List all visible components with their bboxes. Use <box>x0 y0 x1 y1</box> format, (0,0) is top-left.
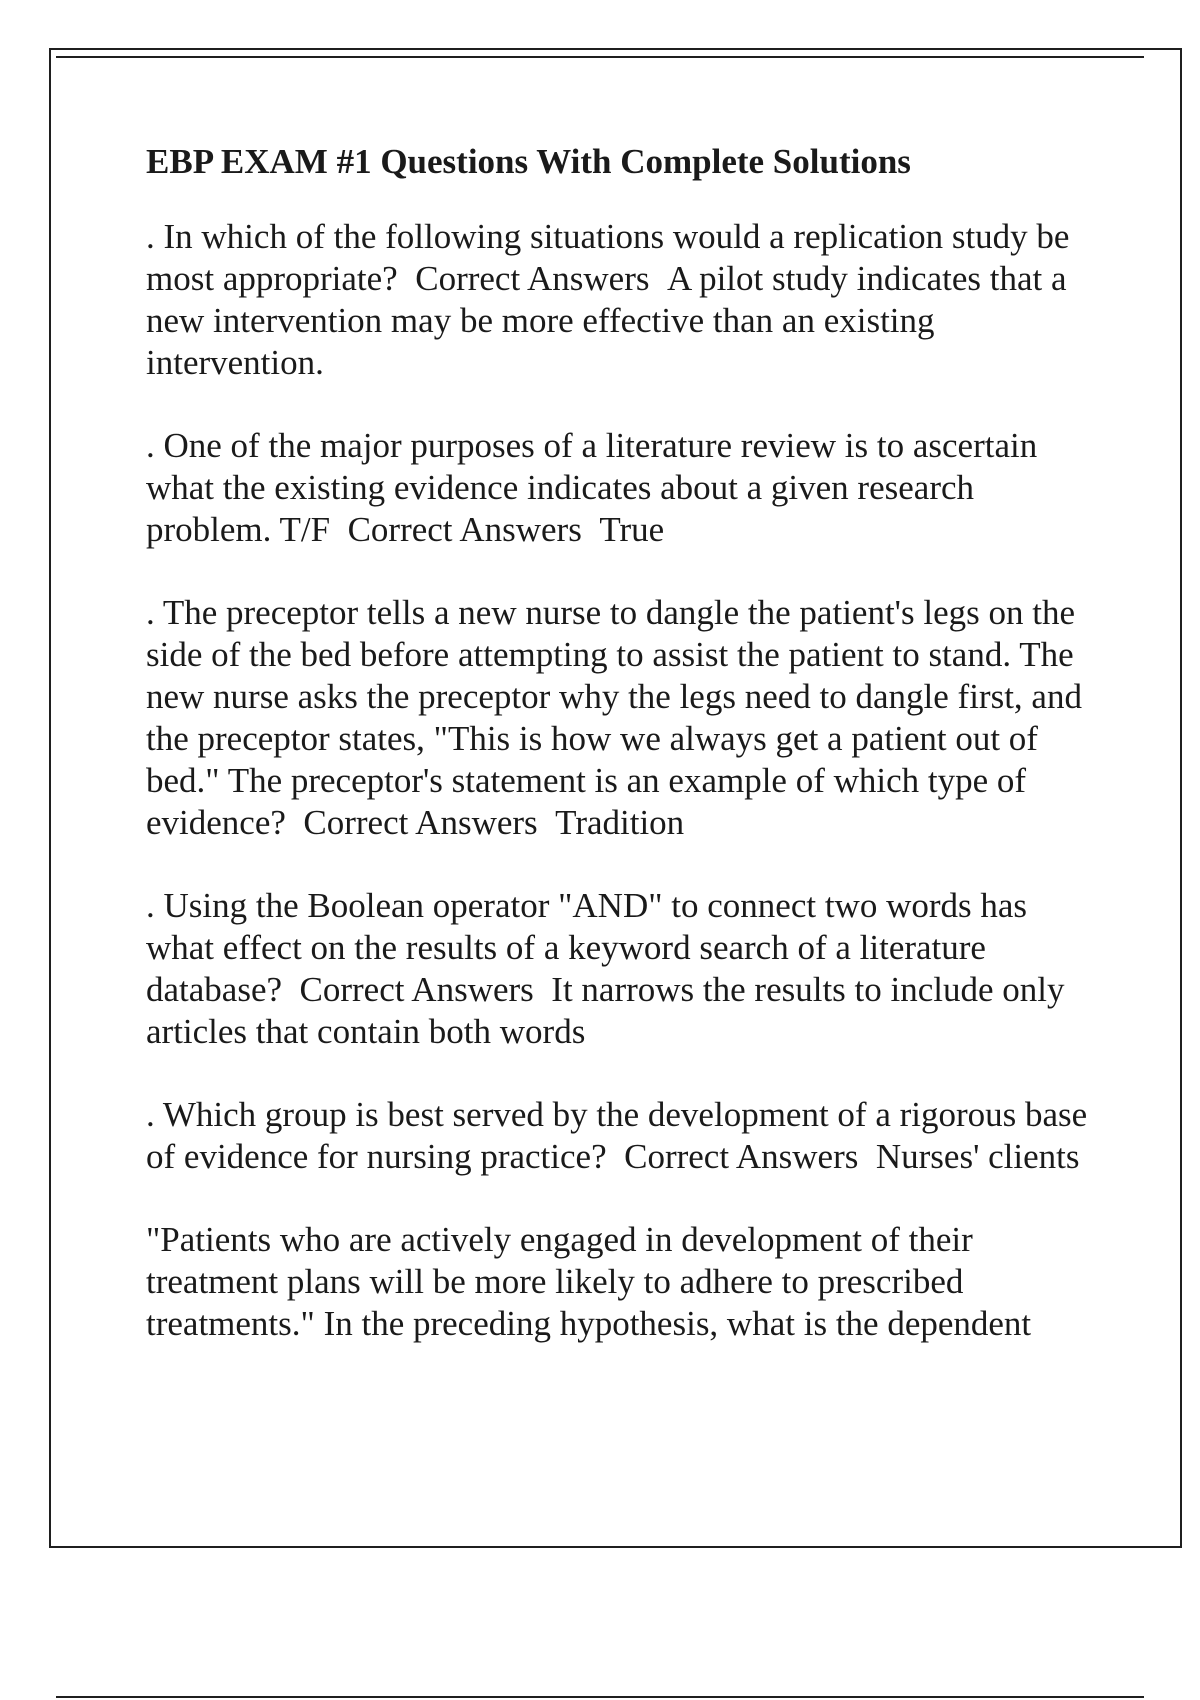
answer-label: Correct Answers <box>415 259 650 298</box>
document-body <box>146 140 1096 1386</box>
answer-text: It narrows the results to include only articles that contain both words <box>146 970 1065 1051</box>
answer-label: Correct Answers <box>624 1137 859 1176</box>
qa-item-2 <box>146 425 1096 551</box>
qa-item-5 <box>146 1094 1096 1178</box>
question-text: . The preceptor tells a new nurse to dangle the patient's legs on the side of the bed before attempting to assist the patient to stand. The new nurse asks the preceptor why the legs need to dangle first, and the preceptor states, "This is how we always get a patient out of bed." The preceptor's statement is an example of which type of evidence? <box>146 593 1082 842</box>
answer-label: Correct Answers <box>303 803 538 842</box>
answer-label: Correct Answers <box>347 510 582 549</box>
question-text: . In which of the following situations would a replication study be most appropriate? <box>146 217 1070 298</box>
answer-label: Correct Answers <box>299 970 534 1009</box>
question-text: . Which group is best served by the development of a rigorous base of evidence for nursing practice? <box>146 1095 1088 1176</box>
bottom-rule <box>56 1696 1144 1698</box>
question-text: . Using the Boolean operator "AND" to connect two words has what effect on the results of a keyword search of a literature database? <box>146 886 1028 1009</box>
answer-text: True <box>599 510 665 549</box>
top-rule <box>56 56 1144 58</box>
answer-text: Nurses' clients <box>875 1137 1080 1176</box>
answer-text: A pilot study indicates that a new intervention may be more effective than an existing intervention. <box>146 259 1067 382</box>
answer-text: Tradition <box>555 803 685 842</box>
question-text: . One of the major purposes of a literature review is to ascertain what the existing evidence indicates about a given research problem. T/F <box>146 426 1038 549</box>
qa-item-3 <box>146 592 1096 844</box>
document-title: EBP EXAM #1 Questions With Complete Solutions <box>146 142 911 181</box>
qa-item-1 <box>146 216 1096 384</box>
qa-item-4 <box>146 885 1096 1053</box>
trailing-question-text: "Patients who are actively engaged in development of their treatment plans will be more likely to adhere to prescribed treatments." In the preceding hypothesis, what is the dependent <box>146 1220 1032 1343</box>
